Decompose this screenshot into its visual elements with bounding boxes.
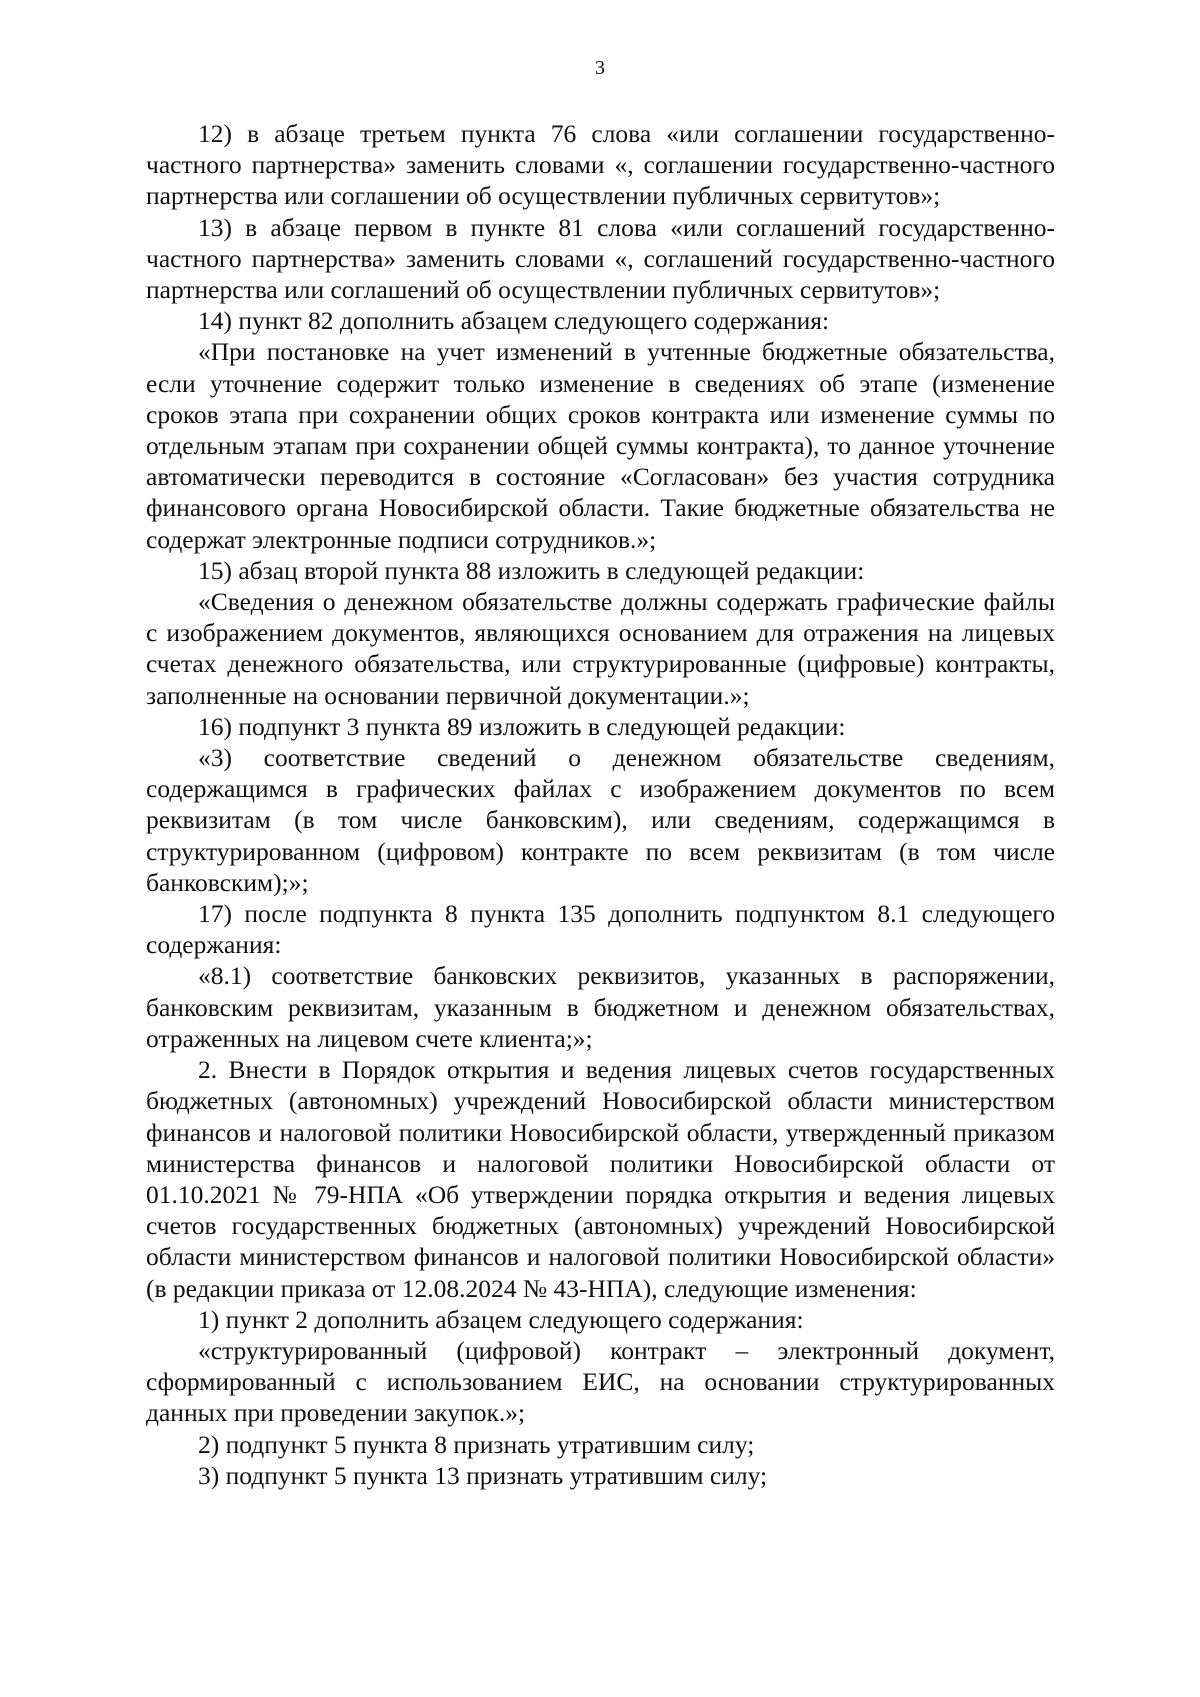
paragraph-quote-item-16: «3) соответствие сведений о денежном обязательстве сведениям, содержащимся в графических файлах с изображением документов по всем реквизитам (в том числе банковским), или сведениям, содержащимся в структурированном (цифровом) контракте по всем реквизитам (в том числе банковским);»; — [146, 743, 1055, 897]
paragraph-quote-item-15: «Сведения о денежном обязательстве должны содержать графические файлы с изображением документов, являющихся основанием для отражения на лицевых счетах денежного обязательства, или структурированные (цифровые) контракты, заполненные на основании первичной документации.»; — [146, 587, 1055, 710]
document-body — [146, 118, 1055, 1491]
paragraph-section-2-item-2: 2) подпункт 5 пункта 8 признать утратившим силу; — [198, 1429, 755, 1459]
paragraph-item-12: 12) в абзаце третьем пункта 76 слова «или соглашении государственно-частного партнерства» заменить словами «, соглашении государственно-частного партнерства или соглашении об осуществлении публичных сервитутов»; — [146, 119, 1055, 211]
paragraph-item-17: 17) после подпункта 8 пункта 135 дополнить подпунктом 8.1 следующего содержания: — [146, 899, 1055, 960]
paragraph-section-2-item-1: 1) пункт 2 дополнить абзацем следующего содержания: — [198, 1304, 804, 1334]
paragraph-quote-section-2-item-1: «структурированный (цифровой) контракт – электронный документ, сформированный с использованием ЕИС, на основании структурированных данных при проведении закупок.»; — [146, 1335, 1055, 1428]
paragraph-quote-item-14: «При постановке на учет изменений в учтенные бюджетные обязательства, если уточнение содержит только изменение в сведениях об этапе (изменение сроков этапа при сохранении общих сроков контракта или изменение суммы по отдельным этапам при сохранении общей суммы контракта), то данное уточнение автоматически переводится в состояние «Согласован» без участия сотрудника финансового органа Новосибирской области. Такие бюджетные обязательства не содержат электронные подписи сотрудников.»; — [146, 337, 1055, 554]
paragraph-item-13: 13) в абзаце первом в пункте 81 слова «или соглашений государственно-частного партнерства» заменить словами «, соглашений государственно-частного партнерства или соглашений об осуществлении публичных сервитутов»; — [146, 212, 1055, 305]
paragraph-section-2: 2. Внести в Порядок открытия и ведения лицевых счетов государственных бюджетных (автономных) учреждений Новосибирской области министерством финансов и налоговой политики Новосибирской области, утвержденный приказом министерства финансов и налоговой политики Новосибирской области от 01.10.2021 № 79-НПА «Об утверждении порядка открытия и ведения лицевых счетов государственных бюджетных (автономных) учреждений Новосибирской области министерством финансов и налоговой политики Новосибирской области» (в редакции приказа от 12.08.2024 № 43-НПА), следующие изменения: — [146, 1055, 1055, 1303]
paragraph-quote-item-17: «8.1) соответствие банковских реквизитов, указанных в распоряжении, банковским реквизитам, указанным в бюджетном и денежном обязательствах, отраженных на лицевом счете клиента;»; — [146, 961, 1055, 1053]
paragraph-item-14: 14) пункт 82 дополнить абзацем следующего содержания: — [198, 306, 830, 336]
page-number: 3 — [595, 57, 605, 79]
paragraph-section-2-item-3: 3) подпункт 5 пункта 13 признать утратившим силу; — [198, 1460, 768, 1490]
paragraph-item-16: 16) подпункт 3 пункта 89 изложить в следующей редакции: — [198, 711, 846, 741]
paragraph-item-15: 15) абзац второй пункта 88 изложить в следующей редакции: — [198, 555, 865, 585]
